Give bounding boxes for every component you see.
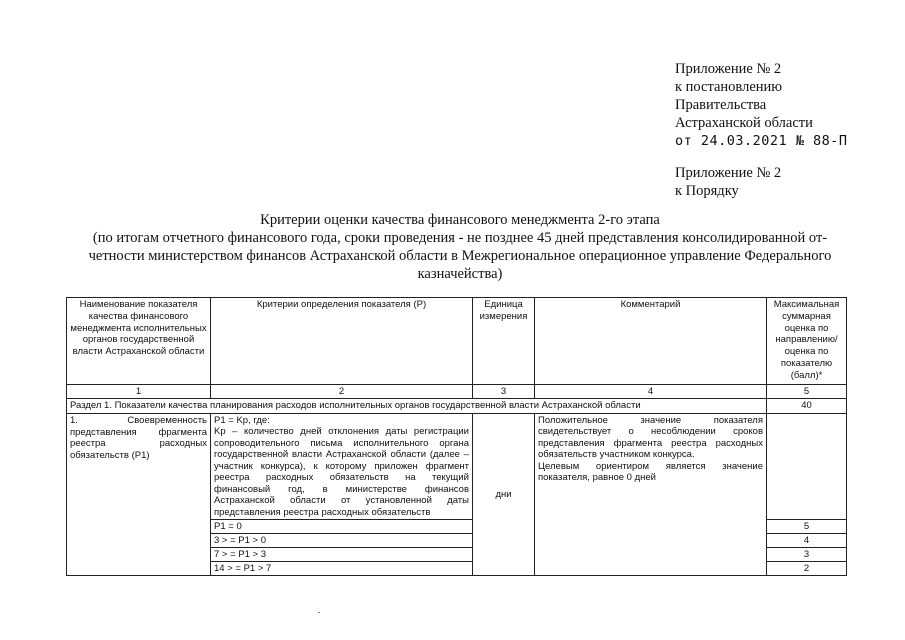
criterion-score: 2 — [767, 562, 847, 576]
header-criteria: Критерии определения показателя (P) — [211, 298, 473, 385]
appendix-region: Астраханской области — [675, 115, 813, 131]
scan-speck — [318, 612, 320, 613]
appendix-number: Приложение № 2 — [675, 61, 782, 77]
appendix-government: Правительства — [675, 97, 767, 113]
criterion-condition: P1 = 0 — [211, 520, 473, 534]
indicator-description: Kp – количество дней отклонения даты регистрации сопроводительного письма исполнительного органа государственной власти Астраханской области (далее – участник конкурса), к которому приложен фрагмент реестра расходных обязательств на текущий финансовый год, в министерстве финансов Астраханской области от установленной даты представления реестра расходных обязательств — [214, 426, 469, 518]
document-title — [60, 211, 860, 283]
indicator-score-blank — [767, 413, 847, 520]
title-line-2: (по итогам отчетного финансового года, сроки проведения - не позднее 45 дней представления консолидированной от- — [92, 230, 828, 246]
header-unit: Единица измерения — [473, 298, 535, 385]
indicator-name: 1. Своевременность представления фрагмента реестра расходных обязательств (P1) — [67, 413, 211, 576]
indicator-formula: P1 = Kp, где: — [214, 414, 270, 426]
column-number: 2 — [211, 385, 473, 399]
column-number: 1 — [67, 385, 211, 399]
column-number: 3 — [473, 385, 535, 399]
table-header-row — [67, 298, 847, 385]
appendix-date-number: от 24.03.2021 № 88-П — [675, 133, 848, 149]
indicator-comment-2: Целевым ориентиром является значение показателя, равное 0 дней — [538, 460, 763, 484]
appendix-header-resolution — [675, 60, 848, 150]
column-number: 5 — [767, 385, 847, 399]
section-score: 40 — [767, 399, 847, 414]
title-line-3: четности министерством финансов Астраханской области в Межрегиональное операционное управление Федерального — [88, 248, 832, 264]
criteria-table — [66, 297, 847, 576]
title-line-4: казначейства) — [417, 266, 503, 282]
indicator-unit: дни — [473, 413, 535, 576]
appendix-number-2: Приложение № 2 — [675, 165, 782, 181]
column-number: 4 — [535, 385, 767, 399]
appendix-to-procedure: к Порядку — [675, 183, 739, 199]
criterion-condition: 14 > = P1 > 7 — [211, 562, 473, 576]
criterion-condition: 3 > = P1 > 0 — [211, 534, 473, 548]
indicator-row — [67, 413, 847, 520]
appendix-to-resolution: к постановлению — [675, 79, 783, 95]
criterion-score: 3 — [767, 548, 847, 562]
criterion-score: 4 — [767, 534, 847, 548]
indicator-comment-1: Положительное значение показателя свидетельствует о несоблюдении сроков представления фрагмента реестра расходных обязательств участником конкурса. — [538, 414, 763, 461]
indicator-definition — [211, 413, 473, 520]
section-row — [67, 399, 847, 414]
indicator-comment — [535, 413, 767, 576]
column-number-row — [67, 385, 847, 399]
criterion-condition: 7 > = P1 > 3 — [211, 548, 473, 562]
section-label: Раздел 1. Показатели качества планирования расходов исполнительных органов государственной власти Астраханской области — [67, 399, 767, 414]
header-max-score: Максимальная суммарная оценка по направлению/ оценка по показателю (балл)* — [767, 298, 847, 385]
criterion-score: 5 — [767, 520, 847, 534]
header-comment: Комментарий — [535, 298, 767, 385]
header-indicator-name: Наименование показателя качества финансового менеджмента исполнительных органов государственной власти Астраханской области — [67, 298, 211, 385]
title-line-1: Критерии оценки качества финансового менеджмента 2-го этапа — [260, 212, 660, 228]
appendix-header-procedure — [675, 164, 781, 200]
